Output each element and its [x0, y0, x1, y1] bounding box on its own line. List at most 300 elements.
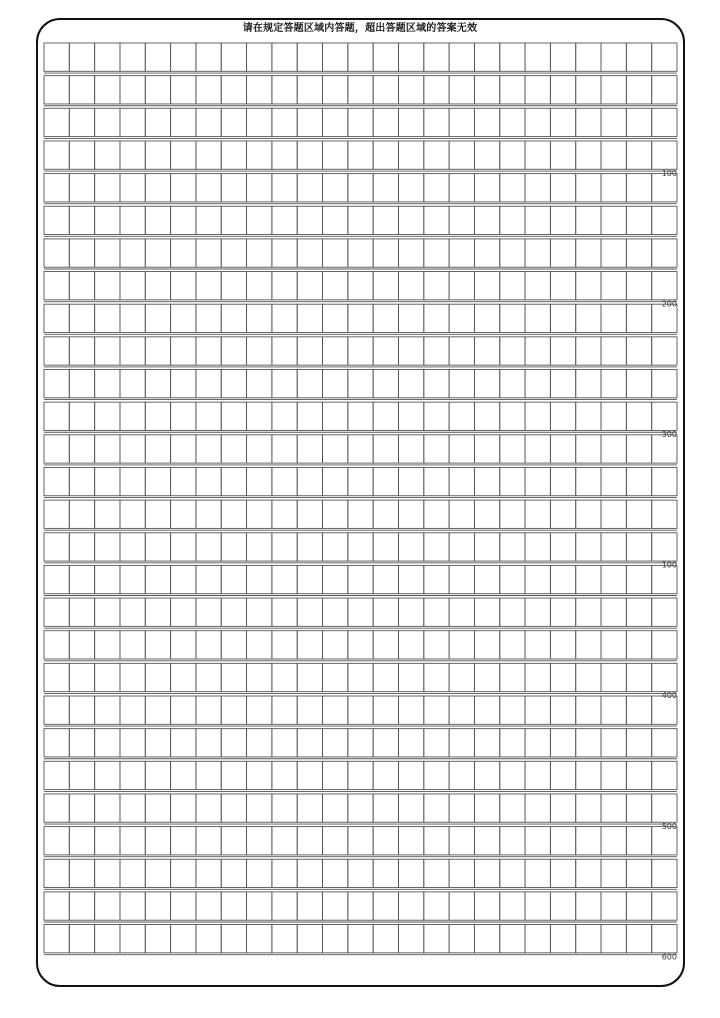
writing-cell[interactable]: [373, 43, 398, 71]
writing-cell[interactable]: [626, 467, 651, 495]
writing-cell[interactable]: [196, 696, 221, 724]
writing-cell[interactable]: [171, 500, 196, 528]
writing-cell[interactable]: [373, 598, 398, 626]
writing-cell[interactable]: [247, 467, 272, 495]
writing-cell[interactable]: [171, 43, 196, 71]
writing-cell[interactable]: [398, 729, 423, 757]
writing-cell[interactable]: [221, 402, 246, 430]
writing-cell[interactable]: [145, 859, 170, 887]
writing-cell[interactable]: [297, 272, 322, 300]
writing-cell[interactable]: [525, 272, 550, 300]
writing-cell[interactable]: [120, 76, 145, 104]
writing-cell[interactable]: [626, 500, 651, 528]
writing-cell[interactable]: [601, 206, 626, 234]
writing-cell[interactable]: [474, 43, 499, 71]
writing-cell[interactable]: [145, 239, 170, 267]
writing-cell[interactable]: [171, 892, 196, 920]
writing-cell[interactable]: [550, 174, 575, 202]
writing-cell[interactable]: [652, 827, 677, 855]
writing-cell[interactable]: [550, 337, 575, 365]
writing-cell[interactable]: [652, 729, 677, 757]
writing-cell[interactable]: [95, 304, 120, 332]
writing-cell[interactable]: [449, 337, 474, 365]
writing-cell[interactable]: [69, 337, 94, 365]
writing-cell[interactable]: [601, 337, 626, 365]
writing-cell[interactable]: [247, 337, 272, 365]
writing-cell[interactable]: [145, 402, 170, 430]
writing-cell[interactable]: [601, 696, 626, 724]
writing-cell[interactable]: [323, 304, 348, 332]
writing-cell[interactable]: [348, 108, 373, 136]
writing-cell[interactable]: [652, 206, 677, 234]
writing-cell[interactable]: [171, 729, 196, 757]
writing-cell[interactable]: [525, 174, 550, 202]
writing-cell[interactable]: [348, 794, 373, 822]
writing-cell[interactable]: [550, 827, 575, 855]
writing-cell[interactable]: [44, 435, 69, 463]
writing-cell[interactable]: [525, 794, 550, 822]
writing-cell[interactable]: [500, 827, 525, 855]
writing-cell[interactable]: [652, 696, 677, 724]
writing-cell[interactable]: [576, 304, 601, 332]
writing-cell[interactable]: [196, 892, 221, 920]
writing-cell[interactable]: [398, 761, 423, 789]
writing-cell[interactable]: [626, 108, 651, 136]
writing-cell[interactable]: [601, 761, 626, 789]
writing-cell[interactable]: [576, 141, 601, 169]
writing-cell[interactable]: [297, 631, 322, 659]
writing-cell[interactable]: [348, 729, 373, 757]
writing-cell[interactable]: [348, 76, 373, 104]
writing-cell[interactable]: [576, 663, 601, 691]
writing-cell[interactable]: [348, 892, 373, 920]
writing-cell[interactable]: [247, 206, 272, 234]
writing-cell[interactable]: [398, 174, 423, 202]
writing-cell[interactable]: [323, 272, 348, 300]
writing-cell[interactable]: [323, 565, 348, 593]
writing-cell[interactable]: [145, 337, 170, 365]
writing-cell[interactable]: [145, 761, 170, 789]
writing-cell[interactable]: [500, 631, 525, 659]
writing-cell[interactable]: [373, 239, 398, 267]
writing-cell[interactable]: [373, 108, 398, 136]
writing-cell[interactable]: [373, 370, 398, 398]
writing-cell[interactable]: [601, 729, 626, 757]
writing-cell[interactable]: [44, 43, 69, 71]
writing-cell[interactable]: [626, 402, 651, 430]
writing-cell[interactable]: [95, 925, 120, 953]
writing-cell[interactable]: [601, 827, 626, 855]
writing-cell[interactable]: [576, 402, 601, 430]
writing-cell[interactable]: [398, 892, 423, 920]
writing-cell[interactable]: [474, 304, 499, 332]
writing-cell[interactable]: [550, 631, 575, 659]
writing-cell[interactable]: [424, 206, 449, 234]
writing-cell[interactable]: [652, 435, 677, 463]
writing-cell[interactable]: [69, 272, 94, 300]
writing-cell[interactable]: [69, 663, 94, 691]
writing-cell[interactable]: [272, 631, 297, 659]
writing-cell[interactable]: [424, 827, 449, 855]
writing-cell[interactable]: [576, 696, 601, 724]
writing-cell[interactable]: [652, 467, 677, 495]
writing-cell[interactable]: [449, 696, 474, 724]
writing-cell[interactable]: [196, 206, 221, 234]
writing-cell[interactable]: [550, 500, 575, 528]
writing-cell[interactable]: [272, 206, 297, 234]
writing-cell[interactable]: [373, 892, 398, 920]
writing-cell[interactable]: [69, 500, 94, 528]
writing-cell[interactable]: [145, 696, 170, 724]
writing-cell[interactable]: [272, 598, 297, 626]
writing-cell[interactable]: [196, 533, 221, 561]
writing-cell[interactable]: [601, 239, 626, 267]
writing-cell[interactable]: [95, 206, 120, 234]
writing-cell[interactable]: [297, 467, 322, 495]
writing-cell[interactable]: [120, 729, 145, 757]
writing-cell[interactable]: [500, 892, 525, 920]
writing-cell[interactable]: [221, 304, 246, 332]
writing-cell[interactable]: [626, 370, 651, 398]
writing-cell[interactable]: [652, 174, 677, 202]
writing-cell[interactable]: [44, 598, 69, 626]
writing-cell[interactable]: [44, 631, 69, 659]
writing-cell[interactable]: [373, 631, 398, 659]
writing-cell[interactable]: [247, 370, 272, 398]
writing-cell[interactable]: [601, 435, 626, 463]
writing-cell[interactable]: [44, 827, 69, 855]
writing-cell[interactable]: [348, 435, 373, 463]
writing-cell[interactable]: [398, 206, 423, 234]
writing-cell[interactable]: [373, 696, 398, 724]
writing-cell[interactable]: [474, 827, 499, 855]
writing-cell[interactable]: [221, 892, 246, 920]
writing-cell[interactable]: [69, 533, 94, 561]
writing-cell[interactable]: [373, 500, 398, 528]
writing-cell[interactable]: [474, 631, 499, 659]
writing-cell[interactable]: [95, 827, 120, 855]
writing-cell[interactable]: [424, 141, 449, 169]
writing-cell[interactable]: [120, 500, 145, 528]
writing-cell[interactable]: [95, 370, 120, 398]
writing-cell[interactable]: [120, 696, 145, 724]
writing-cell[interactable]: [348, 859, 373, 887]
writing-cell[interactable]: [297, 761, 322, 789]
writing-cell[interactable]: [171, 174, 196, 202]
writing-cell[interactable]: [120, 43, 145, 71]
writing-cell[interactable]: [525, 370, 550, 398]
writing-cell[interactable]: [145, 370, 170, 398]
writing-cell[interactable]: [348, 239, 373, 267]
writing-cell[interactable]: [474, 337, 499, 365]
writing-cell[interactable]: [221, 370, 246, 398]
writing-cell[interactable]: [69, 925, 94, 953]
writing-cell[interactable]: [95, 761, 120, 789]
writing-cell[interactable]: [272, 108, 297, 136]
writing-cell[interactable]: [44, 304, 69, 332]
writing-cell[interactable]: [44, 925, 69, 953]
writing-cell[interactable]: [525, 402, 550, 430]
writing-cell[interactable]: [247, 435, 272, 463]
writing-cell[interactable]: [69, 565, 94, 593]
writing-cell[interactable]: [652, 663, 677, 691]
writing-cell[interactable]: [652, 925, 677, 953]
writing-cell[interactable]: [652, 794, 677, 822]
writing-cell[interactable]: [221, 108, 246, 136]
writing-cell[interactable]: [601, 108, 626, 136]
writing-cell[interactable]: [272, 533, 297, 561]
writing-cell[interactable]: [449, 500, 474, 528]
writing-cell[interactable]: [424, 272, 449, 300]
writing-cell[interactable]: [196, 859, 221, 887]
writing-cell[interactable]: [95, 141, 120, 169]
writing-cell[interactable]: [272, 729, 297, 757]
writing-cell[interactable]: [348, 272, 373, 300]
writing-cell[interactable]: [348, 827, 373, 855]
writing-cell[interactable]: [120, 827, 145, 855]
writing-cell[interactable]: [550, 304, 575, 332]
writing-cell[interactable]: [221, 859, 246, 887]
writing-cell[interactable]: [272, 435, 297, 463]
writing-cell[interactable]: [323, 827, 348, 855]
writing-cell[interactable]: [474, 272, 499, 300]
writing-cell[interactable]: [550, 370, 575, 398]
writing-cell[interactable]: [120, 794, 145, 822]
writing-cell[interactable]: [398, 435, 423, 463]
writing-cell[interactable]: [601, 141, 626, 169]
writing-cell[interactable]: [221, 467, 246, 495]
writing-cell[interactable]: [652, 892, 677, 920]
writing-cell[interactable]: [145, 663, 170, 691]
writing-cell[interactable]: [474, 206, 499, 234]
writing-cell[interactable]: [373, 729, 398, 757]
writing-cell[interactable]: [221, 533, 246, 561]
writing-cell[interactable]: [398, 500, 423, 528]
writing-cell[interactable]: [297, 859, 322, 887]
writing-cell[interactable]: [247, 696, 272, 724]
writing-cell[interactable]: [221, 761, 246, 789]
writing-cell[interactable]: [500, 598, 525, 626]
writing-cell[interactable]: [424, 761, 449, 789]
writing-cell[interactable]: [44, 696, 69, 724]
writing-cell[interactable]: [500, 859, 525, 887]
writing-cell[interactable]: [323, 239, 348, 267]
writing-cell[interactable]: [550, 272, 575, 300]
writing-cell[interactable]: [449, 663, 474, 691]
writing-cell[interactable]: [120, 370, 145, 398]
writing-cell[interactable]: [44, 467, 69, 495]
writing-cell[interactable]: [120, 402, 145, 430]
writing-cell[interactable]: [500, 663, 525, 691]
writing-cell[interactable]: [576, 729, 601, 757]
writing-cell[interactable]: [550, 729, 575, 757]
writing-cell[interactable]: [601, 304, 626, 332]
writing-cell[interactable]: [145, 565, 170, 593]
writing-cell[interactable]: [69, 467, 94, 495]
writing-cell[interactable]: [221, 174, 246, 202]
writing-cell[interactable]: [171, 631, 196, 659]
writing-cell[interactable]: [525, 729, 550, 757]
writing-cell[interactable]: [69, 435, 94, 463]
writing-cell[interactable]: [247, 239, 272, 267]
writing-cell[interactable]: [424, 892, 449, 920]
writing-cell[interactable]: [247, 304, 272, 332]
writing-cell[interactable]: [398, 925, 423, 953]
writing-cell[interactable]: [398, 859, 423, 887]
writing-cell[interactable]: [626, 76, 651, 104]
writing-cell[interactable]: [525, 304, 550, 332]
writing-cell[interactable]: [272, 239, 297, 267]
writing-cell[interactable]: [500, 761, 525, 789]
writing-cell[interactable]: [145, 598, 170, 626]
writing-cell[interactable]: [171, 370, 196, 398]
writing-cell[interactable]: [69, 108, 94, 136]
writing-cell[interactable]: [221, 598, 246, 626]
writing-cell[interactable]: [221, 43, 246, 71]
writing-cell[interactable]: [398, 467, 423, 495]
writing-cell[interactable]: [196, 141, 221, 169]
writing-cell[interactable]: [297, 794, 322, 822]
writing-cell[interactable]: [247, 565, 272, 593]
writing-cell[interactable]: [525, 925, 550, 953]
writing-cell[interactable]: [323, 43, 348, 71]
writing-cell[interactable]: [398, 827, 423, 855]
writing-cell[interactable]: [69, 859, 94, 887]
writing-cell[interactable]: [525, 598, 550, 626]
writing-cell[interactable]: [272, 467, 297, 495]
writing-cell[interactable]: [449, 761, 474, 789]
writing-cell[interactable]: [424, 43, 449, 71]
writing-cell[interactable]: [44, 892, 69, 920]
writing-cell[interactable]: [221, 729, 246, 757]
writing-cell[interactable]: [247, 925, 272, 953]
writing-cell[interactable]: [272, 892, 297, 920]
writing-cell[interactable]: [272, 663, 297, 691]
writing-cell[interactable]: [373, 794, 398, 822]
writing-cell[interactable]: [449, 827, 474, 855]
writing-cell[interactable]: [576, 598, 601, 626]
writing-cell[interactable]: [297, 43, 322, 71]
writing-cell[interactable]: [348, 631, 373, 659]
writing-cell[interactable]: [348, 402, 373, 430]
writing-cell[interactable]: [424, 729, 449, 757]
writing-cell[interactable]: [449, 272, 474, 300]
writing-cell[interactable]: [500, 729, 525, 757]
writing-cell[interactable]: [69, 174, 94, 202]
writing-cell[interactable]: [95, 729, 120, 757]
writing-cell[interactable]: [652, 565, 677, 593]
writing-cell[interactable]: [424, 370, 449, 398]
writing-cell[interactable]: [120, 663, 145, 691]
writing-cell[interactable]: [69, 827, 94, 855]
writing-cell[interactable]: [398, 565, 423, 593]
writing-cell[interactable]: [550, 696, 575, 724]
writing-cell[interactable]: [297, 206, 322, 234]
writing-cell[interactable]: [297, 729, 322, 757]
writing-cell[interactable]: [601, 402, 626, 430]
writing-cell[interactable]: [221, 76, 246, 104]
writing-cell[interactable]: [196, 925, 221, 953]
writing-cell[interactable]: [500, 565, 525, 593]
writing-cell[interactable]: [652, 272, 677, 300]
writing-cell[interactable]: [145, 272, 170, 300]
writing-cell[interactable]: [272, 696, 297, 724]
writing-cell[interactable]: [323, 631, 348, 659]
writing-cell[interactable]: [196, 729, 221, 757]
writing-cell[interactable]: [576, 925, 601, 953]
writing-cell[interactable]: [652, 239, 677, 267]
writing-cell[interactable]: [373, 467, 398, 495]
writing-cell[interactable]: [348, 174, 373, 202]
writing-cell[interactable]: [449, 631, 474, 659]
writing-cell[interactable]: [323, 76, 348, 104]
writing-cell[interactable]: [95, 892, 120, 920]
writing-cell[interactable]: [145, 206, 170, 234]
writing-cell[interactable]: [550, 794, 575, 822]
writing-cell[interactable]: [297, 565, 322, 593]
writing-cell[interactable]: [449, 598, 474, 626]
writing-cell[interactable]: [474, 794, 499, 822]
writing-cell[interactable]: [323, 925, 348, 953]
writing-cell[interactable]: [44, 533, 69, 561]
writing-cell[interactable]: [272, 925, 297, 953]
writing-cell[interactable]: [297, 663, 322, 691]
writing-cell[interactable]: [44, 794, 69, 822]
writing-cell[interactable]: [398, 272, 423, 300]
writing-cell[interactable]: [196, 827, 221, 855]
writing-cell[interactable]: [120, 859, 145, 887]
writing-cell[interactable]: [626, 141, 651, 169]
writing-cell[interactable]: [449, 467, 474, 495]
writing-cell[interactable]: [323, 402, 348, 430]
writing-cell[interactable]: [398, 43, 423, 71]
writing-cell[interactable]: [373, 761, 398, 789]
writing-cell[interactable]: [196, 76, 221, 104]
writing-cell[interactable]: [626, 174, 651, 202]
writing-cell[interactable]: [120, 304, 145, 332]
writing-cell[interactable]: [221, 337, 246, 365]
writing-cell[interactable]: [626, 827, 651, 855]
writing-cell[interactable]: [95, 43, 120, 71]
writing-cell[interactable]: [95, 859, 120, 887]
writing-cell[interactable]: [398, 663, 423, 691]
writing-cell[interactable]: [44, 761, 69, 789]
writing-cell[interactable]: [272, 370, 297, 398]
writing-cell[interactable]: [474, 761, 499, 789]
writing-cell[interactable]: [323, 761, 348, 789]
writing-cell[interactable]: [373, 435, 398, 463]
writing-cell[interactable]: [626, 206, 651, 234]
writing-cell[interactable]: [398, 402, 423, 430]
writing-cell[interactable]: [398, 370, 423, 398]
writing-cell[interactable]: [171, 827, 196, 855]
writing-cell[interactable]: [145, 500, 170, 528]
writing-cell[interactable]: [69, 304, 94, 332]
writing-cell[interactable]: [120, 272, 145, 300]
writing-cell[interactable]: [601, 663, 626, 691]
writing-cell[interactable]: [145, 729, 170, 757]
writing-cell[interactable]: [297, 370, 322, 398]
writing-cell[interactable]: [576, 892, 601, 920]
writing-cell[interactable]: [348, 663, 373, 691]
writing-cell[interactable]: [323, 141, 348, 169]
writing-cell[interactable]: [69, 696, 94, 724]
writing-cell[interactable]: [69, 631, 94, 659]
writing-cell[interactable]: [474, 239, 499, 267]
writing-cell[interactable]: [69, 892, 94, 920]
writing-cell[interactable]: [626, 435, 651, 463]
writing-cell[interactable]: [626, 272, 651, 300]
